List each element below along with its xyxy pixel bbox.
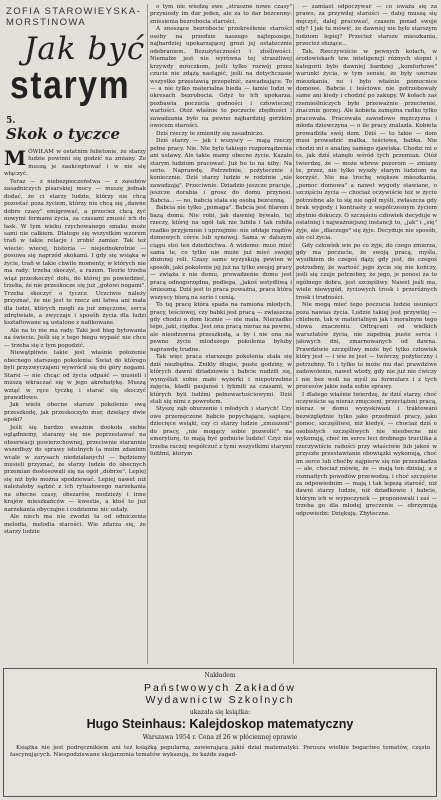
column-3-body [296, 4, 437, 518]
article-title-line1: Jak być [24, 31, 146, 67]
book-advertisement [3, 668, 437, 797]
ad-appeared: ukazała się książka: [189, 709, 251, 716]
column-divider [147, 4, 148, 664]
ad-imprint: Nakładem [204, 672, 236, 679]
article-paragraph: Teraz — z niebezpieczeństwa — z zasobów zasadniczych pisarskiej mocy — muszę jednak dodać, że ci starzy ludzie, którzy nie chcą pozostać poza życiem, którzy nie chcą się „dawne dobre czasy" emigrować, a przecież chcą żyć nowymi formami życia, za czasami zmusić ich do łask. W tym wieku rzychowanego smaku może sami nie całkiem. Dlatego się wszystkim wzorem trafi w takie relacje i zrobić zamiar. Tak też wiecie: wiecej, historia — niejednokrotnie — posuwa się naprzód skokami. I gdy się wsiąka w życie, trafi w takie chwile momenty, w których nie ma rady: trzeba skoczyć, a razem. Teorie trzeba wiąż przeskoczyć dołu, do której po powiedzieć, trzeba, że nie przeskocze się już „gotowi nogami". Trzeba skoczyć o tyczce. Uczciwie należy przyznać, że nie jest to rzecz ani łatwa ani mała dla ludzi, których mogli za już zmęczone, serca zdrętwiałe, a zwyczaje i sposób życia dla ludzi kształtowane są ustalone z nafikowane. [4, 178, 146, 327]
article-author: ZOFIA STAROWIEYSKA-MORSTINOWA [6, 6, 142, 28]
ad-description: Książka nie jest podręcznikiem ani też książką popularną, zawierającą jakiś dział matematyki. Porusza wielkie bogactwo tematów, często fascynujących. Niespodziewane skojarzenia tematów wykazują, że każde zagad- [10, 745, 430, 759]
ad-book-title: Hugo Steinhaus: Kalejdoskop matematyczny [86, 717, 354, 731]
article-paragraph: Gdy człowiek wie po co żyje, do czego zmierza, gdy ma poczucie, że swoją pracą, myśla, wysiłkiem do czegoś dąży, gdy jest, do czegoś potrzebny, że wartość jego życie się nie kończy, jeśli się czuje potrzebny, że jego, je ponosi za to ogólnego dobra, jest szczęśliwy. Nawet jeśli ma, wiele niewygód, życiowych trosk i przeróżnych trosk i trudności. [296, 242, 437, 301]
ad-publisher-line2: Wydawnictw Szkolnych [145, 694, 295, 706]
article-paragraph: o tym nie wiedzą owe „straszne nowe czasy" przyniosły im dar jeden, ale za to dar bezcenny: zniesienia bezrobocia starości. [150, 4, 292, 25]
article-column-2 [150, 4, 292, 664]
article-paragraph: Ale niech ma nie zwodzi ta od odniczenia melodia, melodia starości. Wie zdarza się, że starzy ludzie [4, 514, 146, 536]
ad-edition: Warszawa 1954 r. Cena zł 26 w płóciennej oprawie [142, 734, 298, 741]
article-paragraph: Babcia nie tylko „pomaga". Babcia jest filarem i bazą domu. Nie robi, jak dawniej bywało, tej rzeczy, której na ogół tak nie lubiła i tak robiła rzadko przyjemnie i uprzejmie: nie oddaje rządów domowych córce lub synowej. Sama w dalszym ciągu stoi ten dziedzictwa. A widomo: musi mieć sama te, co tylko nie może już mieć swojej złożonej roli. Czasy same wyzyskują pewien w sposób, jaki pokolenie jej już na tylko swojej pracy — zwiąża z nie domu, prowadzenie domu jest pracą odnogorzędna, podlega, „jakoś wstydliwą i śmieszną. Dziś jest to praca poważna, praca która wszyscy biorą na serio i cenią. [150, 205, 292, 301]
article-column-1 [4, 4, 146, 664]
column-divider [293, 4, 294, 664]
article-paragraph: Styszę ząb oburzenie i młodych i starych! Czy owe przemęczone babcie popychające, sapiące, dziecięce wsiąki, czy ci starzy ludzie „zmuszeni" do pracy, „nie mogący sobie pozwolić" na emeryturę, to mają być godnicie ludzie! Czyż nie trzeba raczej współczuć z tymi wszystkimi starymi ludźmi, którym [150, 406, 292, 458]
lead-text: ÓWIŁAM w ostatnim felietonie, że starzy ludzie powinni się godzić na zmiany. Że muszą je zaakceptować i w nie się włączyć. [4, 149, 146, 178]
article-paragraph: A znoszące bezrobocie przekreślenie starości osoby na przedzie naszego najlepszego, najbardziej upokarzającej grozi jej ostatecznie odebraniem. Bezużyteczności i złośliwości. Niemalże jest nie wyrówna tej straszliwej krzywdy mroczkom, jeśli tylko rozwój przez czucie nie zdążą nastąpić, jeśli na dotychczasie wszystko przestawią przepełnić, zawadzające. To — a nie tylko materialna bieda — łamie ludzi w okresach bezrobocia. Gdyż to ich upokarza, pozbawia poczucia godności i człowieczej wartości. Otóż właśnie to poczucie zbędności i zawadzania było na pewno najbardziej gorzkim owocem starości. [150, 26, 292, 130]
article-paragraph: Jeśli się bardzo uważnie dookoła siebie oglądniemy, staramy się nie poprzestawać na obserwacji powierzchownej, przeciwnie starannie wszedłszy do sprawy istotnych (a moim zdaniem wcale w zarysach niedziałanych) — będziemy musieli przyznać, że starzy ludzie do obecnych przemian dostosowali się na ogół „dobrze". Lepiej się niż było można spodziewać. Lepiej nawet niż należałoby sądzić z ich rytuałowego narzekania na obecne czasy, obszarów, modzieży i inne krajów mieszkańców — kwestie, a ktoś to już narzekania obyczajne i codzienne nic ustały. [4, 424, 146, 513]
article-paragraph: Jak wielu obecne starsze pokolenie ową przeszkodę, jak przeskoczyło mur, dzielący dwie epoki? [4, 402, 146, 424]
article-paragraph: Dziś rzeczy te zmieniły się zasadniczo. [156, 130, 265, 137]
article-paragraph: Ale na to nie ma rady. Taki jest bieg bytowania na świecie. Jeśli się z tego biegu wypaść nie chce — trzeba się z tym pogodzić. [4, 327, 146, 349]
article-paragraph: — zamiast odpoczywać — co uważa się za prawo, za przywilej starości — dalej muszą się męczyć, dalej pracować, czasem ponad swoje siły? I jak tu mówić, że dawniej nie było starszym ludziom lepiej? Przecież starsze mieszkania, przecież służące... [296, 4, 437, 48]
article-paragraph: Tak więc praca starszego pokolenia stała się dziś niezbędna. Znikły długie, puste godziny, w których dawni dziadziowie i babcie nudzili się, wymyślali sobie małe wyżerki i niepotrzebne zajęcia, kładli pasjansé i łykmili za czasami, w których byli ludźmi pełnowartościowymi. Dziś stali się nimi z powrotem. [150, 354, 292, 406]
article-column-3 [296, 4, 437, 664]
article-subtitle: Skok o tyczce [6, 125, 121, 143]
article-paragraph: Niewątpliwie takie jest właśnie położenie obecnego starszego pokolenia: Świat do którego byli przyzwyczajeni wywrócił się do góry nogami. Starsi — nie chcąc od życia odpaść — musieli i muszą wkraczać się w jego akrobatykę. Muszą wziąć w ręce tyczkę i starać się skoczyć prawidłowo. [4, 350, 146, 401]
column-1-body [4, 179, 146, 537]
article-part-number: 5. [6, 116, 16, 126]
article-paragraph: Dziś starzy — jak i wszyscy — mają rzeczy pełne pracy. Nie. Nie było takiego rozporządzenia ani ustawy. Ale takie mamy obecne życie. Kazało starym ludziom pracować. Już bo to na niby: Na serio. Naprawdę. Potrzebnie, pożytecznie i koniecznie. Dziś starzy ludzie w rodzinie „nie zawadzają". Przeciwnie. Dziadzio jeszcze pracuje, jeszcze dorabia i grosz do domu przynosi. Babcia... — no, babcia stała się osobą bezcenną. [150, 138, 292, 204]
ad-publisher-line1: Państwowych Zakładów [143, 682, 297, 694]
article-paragraph: To tej pracę która spada na ramiona młodych, pracy, teściowej, czy babki jest pracą — zwłaszcza gdy chodzi o dom licznie — nie mała. Nierzadko tego, jaki, ciężka. Jest ona pracą nieraz na pewno, ale nieodzowna przeszkodą, a by i nie ona na pewno życie młodszego pokolenia byłoby naprawdę trudne. [150, 302, 292, 353]
article-paragraph: I dlatego właśnie twierdzę, że dziś starzy, choć oczywiście są nieraz zmęczeni, przeciążeni pracą, nieraz w domu wyzyskiwani i traktowani bezwzględnie tylko jako przedmiot pracy, jako pomoc, szczęśliwsi, niż kiedyś, — chociaż dziś o osobistych szczęśliwych nie nieobecne nie wykonują, choć im serce leci drobnego trucilika a rzeczywiście radości przy właściwie lub jakoś w przyszłe przestawianie obowiązki wykonują, choć im serce lub choćby najpierw się nie przeszkadza — ale, chociaż mówię, że — mają ten dzisiaj, a z rozmaitych powodów przewodzą. i choć szczęście za odpowiednim — mają i tak lepszą starość, niż dawni starzy ludzie, niż dziadkowie i babcie, którym ich w wypoczynek — proponowali i zaś — trzeba go dla młodej greczenie — obrzymują odpowiedzi: Dziękuję. Zbyteczne. [296, 391, 437, 517]
drop-cap: M [4, 146, 27, 170]
article-lead-paragraph [4, 146, 146, 179]
article-paragraph: Nie mogą mieć tego poczucia ludzie usunięci poza nawias życia. Ludzie takiej jest przywilej — chlebem, tak w materialnym jak i moralnym tego słowa znaczeniu. Odtrącani od wielkich warsztatów życia, nie zapełnią puste serca i jałowych dni, zmarnowanych od dawna. Prawdziwie szczęśliwy może być tylko człowiek który jest — i wie że jest — twórczy, pożyteczny i potrzebny. To i tylko to może mu dać prawdziwe zadowolenie, nawet wtedy, gdy nie już nie ćwiczy i nie bez woli na myśl za formularz i z tych procesów jakie zada sobie sprawy. [296, 302, 437, 391]
column-2-body [150, 4, 292, 459]
article-title-line2: starym [10, 64, 131, 107]
article-paragraph: Tak. Rzeczywiście w pewnych kołach, w środowiskach tzw. inteligencji różnych stopni i kategorii było dawniej bardziej „komfortowe" warunki życia, w tym sensie, że były szersze mieszkania, no i było właśnie pomocnice domowe. Babcie i teściowe nie potrzebowały same ani kiedy i chodzić po zakupy. W kołach zaś rzemieślniczych było przeważnie przeciwnie, znacznie gorzej. Ale kobieta zamężna radko tylko pracowała. Pracowała zawodowo mężczyzna i młoda dziewczyna — o ile pracy znalazła. Kobieta prowadziła swój dom. Dziś — to takie — dom musi prowadzić matka, teściowa, babka. Nie chodzi mi o analizę samego zjawiska. Chodzi mi o to, jak dziś stanęło wśród tych przemian. Otóż twierdzę, że — może wbrew pozorom — zmiany te, przez, nie tylko wyszły starym ludziom na korzyść. Nie ma trochę większe mieszkania, „pomoc domowa" a nawet wygody stawiane, o szczęściu życia — chociaż oczywiście też w życiu potrzebne ale to się nie ogół myśli, zwłaszcza gdy brak wygody i kontrasty z wspólczesnym życiem zbytnio dokuczy. O szczęściu człowiek decyduje w ostatniej i najważniejszej instancji to, „jak" i „się" żyje, ale „dlaczego" się żyje. Decyduje nie sposób, ale cel życia. [296, 48, 437, 242]
